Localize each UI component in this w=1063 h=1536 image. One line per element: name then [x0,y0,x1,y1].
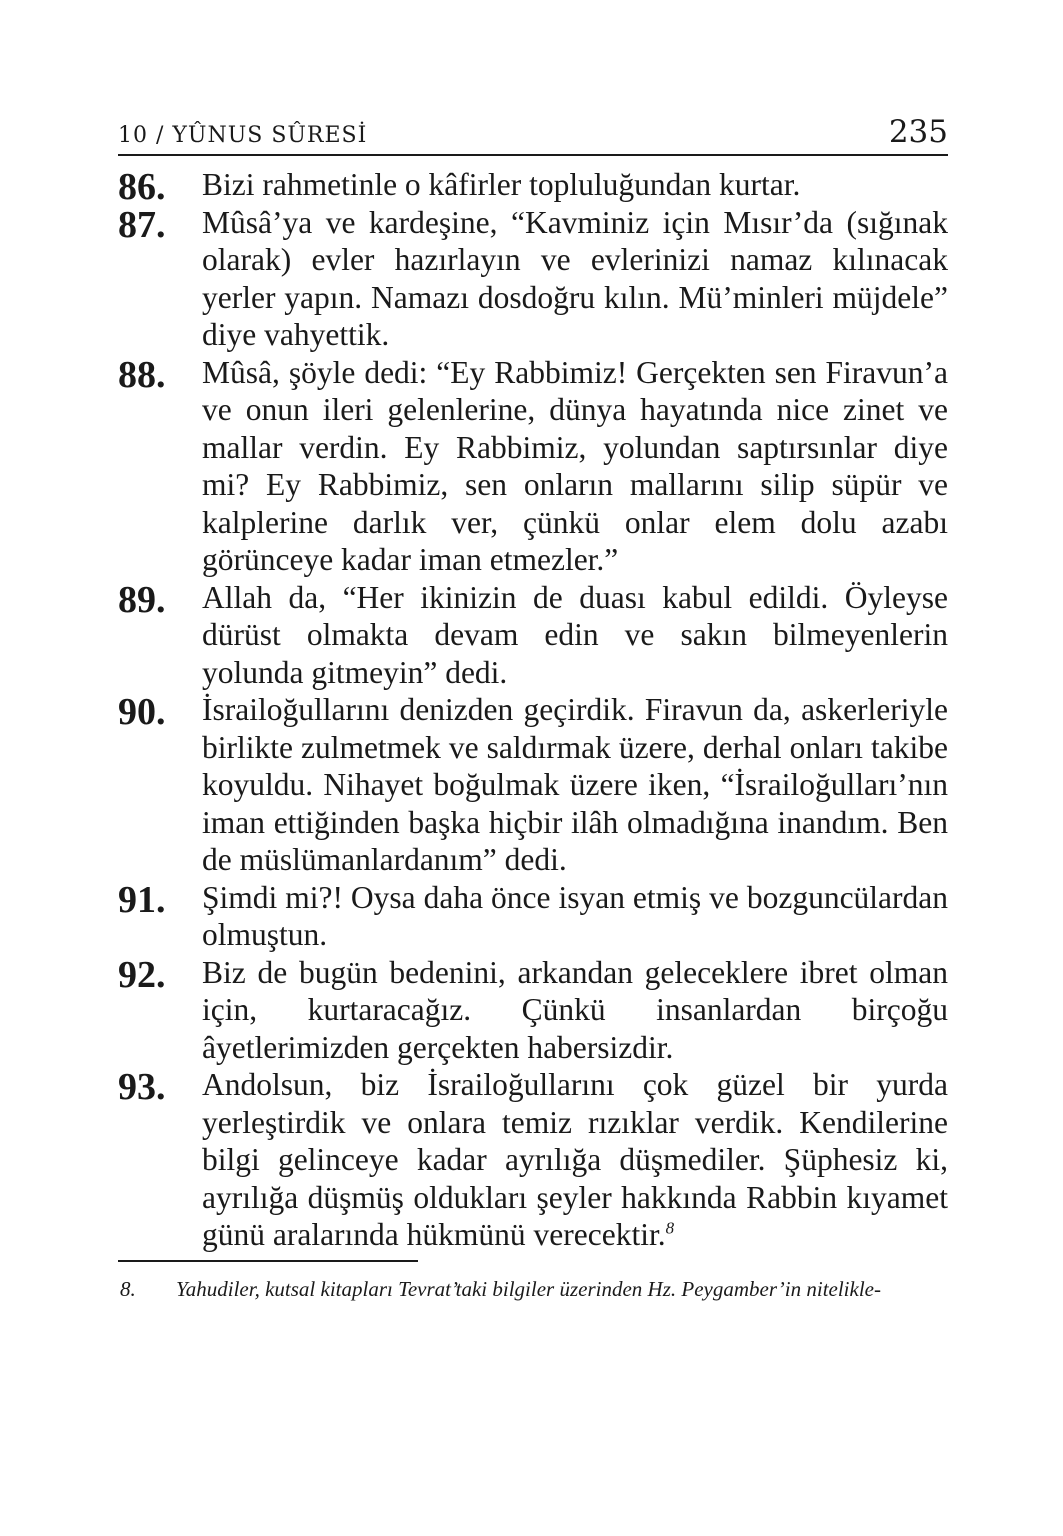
verse-number: 91. [118,878,166,921]
running-title: 10 / YÛNUS SÛRESİ [118,123,368,148]
verse-91 [118,879,948,954]
verse-89 [118,579,948,692]
verse-text: Biz de bugün bedenini, arkandan geleceklere ibret olman için, kurtaracağız. Çünkü insanlardan birçoğu âyetlerimizden gerçekten habersizdir. [202,954,948,1065]
verse-88 [118,354,948,579]
verse-number: 93. [118,1066,166,1108]
book-page [118,112,948,1302]
verse-87 [118,204,948,354]
verse-number: 89. [118,578,166,621]
verse-90 [118,691,948,879]
verse-text: Şimdi mi?! Oysa daha önce isyan etmiş ve bozguncülardan olmuştun. [202,879,948,952]
page-number: 235 [888,114,948,150]
verse-text [202,1066,948,1254]
footnote-number: 8. [120,1276,136,1301]
verse-86 [118,166,948,208]
footnote-reference[interactable]: 8 [665,1218,675,1238]
verse-list [118,166,948,1254]
verse-92 [118,954,948,1067]
verse-text: Mûsâ’ya ve kardeşine, “Kavminiz için Mısır’da (sığınak olarak) evler hazırlayın ve evlerinizi namaz kılınacak yerler yapın. Namazı dosdoğru kılın. Mü’minleri müjdele” diye vahyettik. [202,204,948,352]
verse-93 [118,1066,948,1254]
verse-number: 90. [118,691,166,733]
verse-text-body: Andolsun, biz İsrailoğullarını çok güzel bir yurda yerleştirdik ve onlara temiz rızıklar verdik. Kendilerine bilgi gelinceye kadar ayrılığa düşmediler. Şüphesiz ki, ayrılığa düşmüş oldukları şeyler hakkında Rabbin kıyamet günü aralarında hükmünü verecektir. [202,1067,948,1252]
verse-text: İsrailoğullarını denizden geçirdik. Firavun da, askerleriyle birlikte zulmetmek ve saldırmak üzere, derhal onları takibe koyuldu. Nihayet boğulmak üzere iken, “İsrailoğulları’nın iman ettiğinden başka hiçbir ilâh olmadığına inandım. Ben de müslümanlardanım” dedi. [202,692,948,877]
verse-number: 87. [118,203,166,246]
footnote [118,1276,948,1302]
verse-text: Allah da, “Her ikinizin de duası kabul edildi. Öyleyse dürüst olmakta devam edin ve sakın bilmeyenlerin yolunda gitmeyin” dedi. [202,579,948,690]
verse-number: 92. [118,953,166,996]
verse-number: 88. [118,353,166,396]
footnote-divider [118,1260,418,1262]
footnote-text: Yahudiler, kutsal kitapları Tevrat’taki bilgiler üzerinden Hz. Peygamber’in nitelikle- [176,1276,881,1301]
verse-number: 86. [118,166,166,208]
verse-text: Bizi rahmetinle o kâfirler topluluğundan kurtar. [202,167,801,202]
verse-text: Mûsâ, şöyle dedi: “Ey Rabbimiz! Gerçekten sen Firavun’a ve onun ileri gelenlerine, dünya hayatında nice zinet ve mallar verdin. Ey Rabbimiz, yolundan saptırsınlar diye mi? Ey Rabbimiz, sen onların mallarını silip süpür ve kalplerine darlık ver, çünkü onlar elem dolu azabı görünceye kadar iman etmezler.” [202,354,948,577]
running-header [118,112,948,156]
